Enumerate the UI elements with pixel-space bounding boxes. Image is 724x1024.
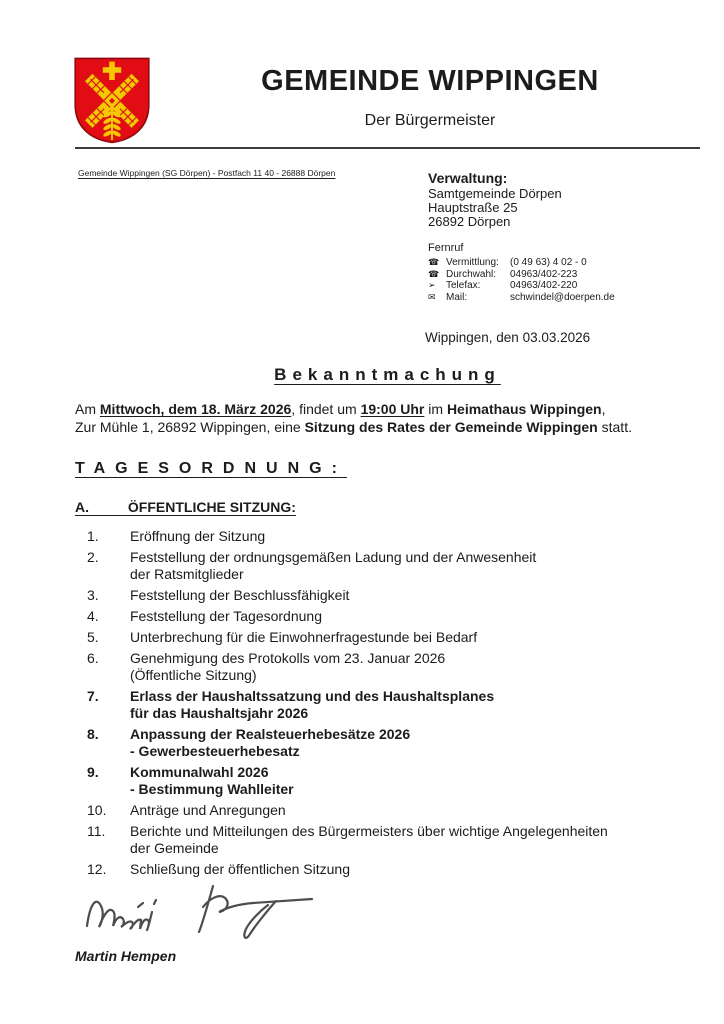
agenda-item bbox=[87, 549, 700, 583]
agenda-item bbox=[87, 823, 700, 857]
agenda-item bbox=[87, 650, 700, 684]
agenda-item bbox=[87, 629, 700, 646]
contact-label: Telefax: bbox=[446, 280, 481, 291]
agenda-item-text: Anpassung der Realsteuerhebesätze 2026 - Gewerbesteuerhebesatz bbox=[130, 726, 411, 759]
section-title: ÖFFENTLICHE SITZUNG: bbox=[127, 499, 296, 515]
agenda-item-number: 2. bbox=[87, 549, 99, 565]
dateline: Wippingen, den 03.03.2026 bbox=[425, 330, 591, 345]
handwritten-signature bbox=[80, 874, 330, 944]
section-gap bbox=[89, 499, 128, 515]
agenda-item bbox=[87, 688, 700, 722]
sender-return-address: Gemeinde Wippingen (SG Dörpen) - Postfach 11 40 - 26888 Dörpen bbox=[78, 168, 336, 178]
agenda-item bbox=[87, 726, 700, 760]
agenda-item bbox=[87, 528, 700, 545]
header-divider bbox=[75, 147, 700, 149]
agenda-list bbox=[87, 528, 700, 882]
contact-value: (0 49 63) 4 02 - 0 bbox=[510, 257, 587, 268]
contact-type-icon: ☎ bbox=[428, 257, 440, 267]
contact-label: Mail: bbox=[446, 291, 468, 303]
contact-value: 04963/402-223 bbox=[510, 268, 578, 280]
agenda-item-text: Kommunalwahl 2026 - Bestimmung Wahlleiter bbox=[130, 764, 294, 797]
agenda-item-text: Genehmigung des Protokolls vom 23. Januar 2026 (Öffentliche Sitzung) bbox=[130, 650, 446, 683]
agenda-item-text: Unterbrechung für die Einwohnerfragestunde bei Bedarf bbox=[130, 629, 478, 645]
contact-value: schwindel@doerpen.de bbox=[510, 291, 615, 303]
contact-type-icon: ☎ bbox=[428, 268, 440, 279]
agenda-item-number: 8. bbox=[87, 726, 99, 742]
administration-block bbox=[428, 170, 703, 303]
administration-heading: Verwaltung: bbox=[428, 170, 508, 186]
announcement-heading: Bekanntmachung bbox=[274, 365, 501, 384]
page-subtitle: Der Bürgermeister bbox=[364, 112, 496, 129]
contact-value: 04963/402-220 bbox=[510, 280, 578, 291]
agenda-item-text: Feststellung der Tagesordnung bbox=[130, 608, 322, 624]
coat-of-arms-icon bbox=[72, 55, 152, 145]
agenda-item bbox=[87, 608, 700, 625]
administration-address-line: Hauptstraße 25 bbox=[428, 200, 518, 215]
agenda-item-text: Erlass der Haushaltssatzung und des Haushaltsplanes für das Haushaltsjahr 2026 bbox=[130, 688, 495, 721]
agenda-item-number: 6. bbox=[87, 650, 99, 666]
agenda-item-text: Feststellung der Beschlussfähigkeit bbox=[130, 587, 350, 603]
contact-row bbox=[428, 292, 703, 304]
agenda-item-text: Feststellung der ordnungsgemäßen Ladung und der Anwesenheit der Ratsmitglieder bbox=[130, 549, 537, 582]
contact-row bbox=[428, 257, 703, 269]
agenda-item-number: 1. bbox=[87, 528, 99, 544]
administration-address-line: Samtgemeinde Dörpen bbox=[428, 186, 562, 201]
page-title: GEMEINDE WIPPINGEN bbox=[261, 65, 599, 97]
agenda-item-number: 9. bbox=[87, 764, 99, 780]
contact-rows bbox=[428, 257, 703, 303]
signatory-name: Martin Hempen bbox=[75, 948, 177, 964]
agenda-item-text: Anträge und Anregungen bbox=[130, 802, 286, 818]
contact-type-icon: ➢ bbox=[428, 280, 436, 290]
agenda-item-number: 5. bbox=[87, 629, 99, 645]
agenda-item-number: 11. bbox=[87, 823, 106, 839]
contact-row bbox=[428, 280, 703, 292]
announcement-paragraph: Am Mittwoch, dem 18. März 2026, findet um 19:00 Uhr im Heimathaus Wippingen, Zur Mühle 1, 26892 Wippingen, eine Sitzung des Rates der Gemeinde Wippingen statt. bbox=[75, 401, 632, 435]
agenda-item-text: Eröffnung der Sitzung bbox=[130, 528, 266, 544]
contact-label: Vermittlung: bbox=[446, 257, 499, 268]
agenda-item bbox=[87, 802, 700, 819]
agenda-item-text: Berichte und Mitteilungen des Bürgermeisters über wichtige Angelegenheiten der Gemeinde bbox=[130, 823, 608, 856]
agenda-item-number: 12. bbox=[87, 861, 107, 877]
agenda-item-number: 3. bbox=[87, 587, 99, 603]
agenda-item-number: 7. bbox=[87, 688, 99, 704]
contact-type-icon: ✉ bbox=[428, 291, 436, 302]
agenda-item-number: 4. bbox=[87, 608, 99, 624]
agenda-item-number: 10. bbox=[87, 802, 107, 818]
contact-label: Durchwahl: bbox=[446, 268, 497, 280]
agenda-section-heading bbox=[75, 499, 296, 515]
agenda-item-text: Schließung der öffentlichen Sitzung bbox=[130, 861, 350, 877]
contact-row bbox=[428, 269, 703, 281]
agenda-item bbox=[87, 587, 700, 604]
agenda-heading: TAGESORDNUNG: bbox=[75, 460, 347, 477]
phone-section-heading: Fernruf bbox=[428, 242, 464, 254]
agenda-item bbox=[87, 764, 700, 798]
section-letter: A. bbox=[75, 499, 89, 515]
administration-address-line: 26892 Dörpen bbox=[428, 214, 511, 229]
